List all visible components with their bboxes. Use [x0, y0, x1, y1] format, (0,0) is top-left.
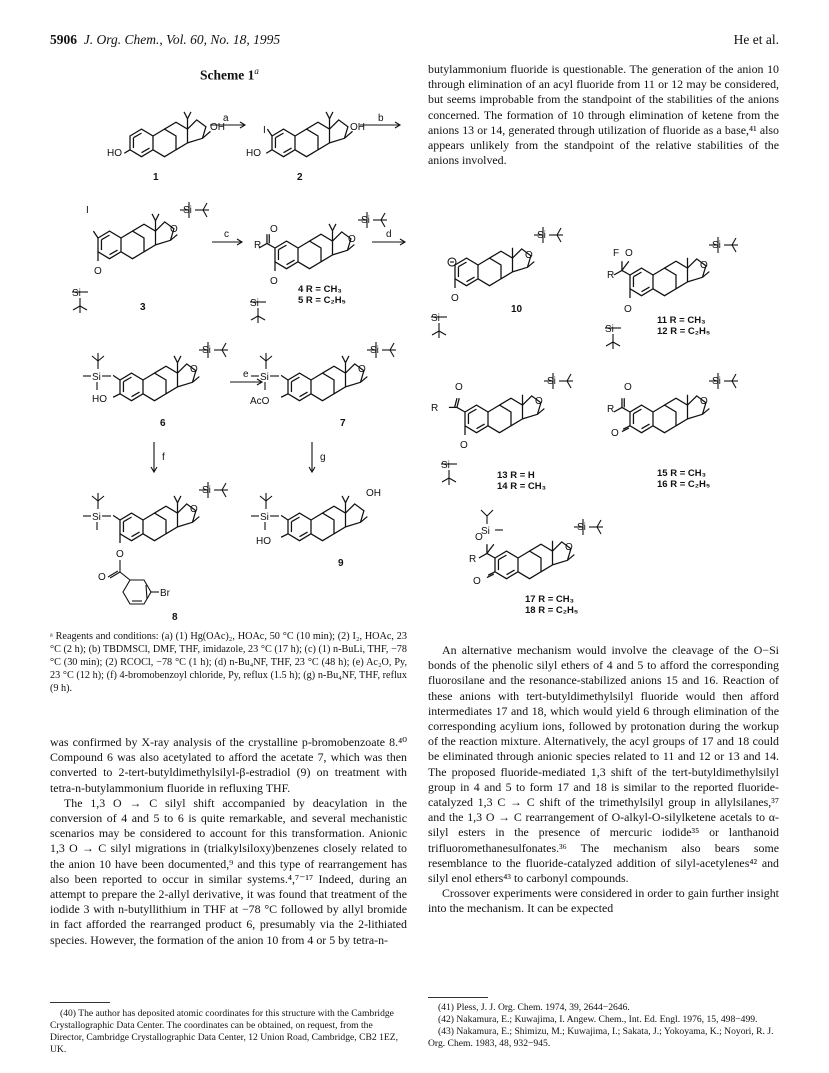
atom-ho: HO — [246, 148, 261, 159]
atom-o: O — [270, 276, 278, 287]
atom-oh: OH — [366, 488, 381, 499]
footnote-41: (41) Pless, J. J. Org. Chem. 1974, 39, 2644−2646. — [438, 1002, 630, 1013]
compound-11-12 — [614, 258, 709, 298]
atom-o: O — [460, 440, 468, 451]
paragraph: was confirmed by X-ray analysis of the crystalline p-bromobenzoate 8.⁴⁰ Compound 6 was also acetylated to afford the acetate 7, which was then converted to 2-tert-butyldimethylsilyl-β-estradiol (9) on treatment with tetra-n-butylammonium fluoride in refluxing THF. — [50, 735, 407, 795]
arrow-label: a — [223, 113, 229, 124]
compound-17-18 — [479, 541, 574, 579]
atom-r: R — [607, 404, 615, 415]
right-column-bottom-text — [428, 643, 779, 917]
atom-o: O — [525, 250, 533, 261]
atom-o: O — [270, 224, 278, 235]
atom-si: Si — [481, 526, 490, 537]
atom-r: R — [431, 403, 439, 414]
bromobenzoyl-group — [108, 560, 159, 604]
atom-si: Si — [712, 240, 721, 251]
paragraph: Crossover experiments were considered in order to gain further insight into the mechanism. It can be expected — [428, 886, 779, 916]
compound-label: 4 R = CH₃ — [298, 284, 342, 295]
compound-number: 10 — [511, 304, 523, 315]
scheme-title-text: Scheme 1 — [200, 67, 255, 83]
footnote-43: (43) Nakamura, E.; Shimizu, M.; Kuwajima, I.; Sakata, J.; Yokoyama, K.; Noyori, R. J. Org. Chem. 1983, 48, 932−945. — [428, 1026, 774, 1049]
atom-r: R — [607, 270, 615, 281]
compound-6 — [113, 356, 199, 401]
atom-si: Si — [250, 298, 259, 309]
right-column-top-text — [428, 62, 779, 168]
compound-label: 5 R = C₂H₅ — [298, 295, 346, 306]
footnotes-right — [428, 1002, 779, 1050]
left-column-text — [50, 735, 407, 948]
atom-o: O — [624, 304, 632, 315]
atom-o: O — [190, 504, 198, 515]
atom-o: O — [624, 382, 632, 393]
atom-o: O — [190, 364, 198, 375]
atom-i: I — [263, 125, 266, 136]
atom-o: O — [535, 396, 543, 407]
atom-o: O — [455, 382, 463, 393]
compound-number: 1 — [153, 172, 159, 183]
atom-si: Si — [202, 345, 211, 356]
compound-2 — [266, 112, 352, 157]
compound-label: 14 R = CH₃ — [497, 481, 547, 492]
atom-o: O — [700, 396, 708, 407]
atom-si: Si — [712, 376, 721, 387]
running-header — [50, 32, 280, 48]
compound-number: 8 — [172, 612, 178, 623]
atom-br: Br — [160, 588, 170, 599]
compound-7 — [281, 356, 367, 401]
footnote-rule-left — [50, 1002, 110, 1003]
atom-si: Si — [260, 512, 269, 523]
atom-o: O — [700, 260, 708, 271]
scheme-title-footnote-mark: a — [254, 66, 259, 76]
compound-number: 9 — [338, 558, 344, 569]
footnote-42: (42) Nakamura, E.; Kuwajima, I. Angew. Chem., Int. Ed. Engl. 1976, 15, 498−499. — [438, 1014, 758, 1025]
atom-si: Si — [92, 372, 101, 383]
atom-r: R — [469, 554, 477, 565]
atom-o: O — [98, 572, 106, 583]
atom-si: Si — [537, 230, 546, 241]
atom-si: Si — [370, 345, 379, 356]
atom-si: Si — [605, 324, 614, 335]
author-running-head: He et al. — [733, 32, 779, 47]
mechanism-structures — [425, 200, 785, 630]
compound-number: 2 — [297, 172, 303, 183]
atom-o: O — [451, 293, 459, 304]
footnote-40: (40) The author has deposited atomic coordinates for this structure with the Cambridge Crystallographic Data Center. The coordinates can be obtained, on request, from the Director, Cambridge Crystallographic Data Center, 12 Union Road, Cambridge, CB2 1EZ, UK. — [50, 1008, 398, 1055]
atom-ho: HO — [107, 148, 122, 159]
journal-citation: J. Org. Chem., Vol. 60, No. 18, 1995 — [83, 32, 281, 47]
arrow-label: b — [378, 113, 384, 124]
atom-si: Si — [202, 485, 211, 496]
compound-label: 18 R = C₂H₅ — [525, 605, 579, 616]
compound-label: 13 R = H — [497, 470, 535, 481]
atom-o: O — [625, 248, 633, 259]
reaction-arrow-g — [309, 442, 315, 472]
atom-si: Si — [92, 512, 101, 523]
compound-label: 11 R = CH₃ — [657, 315, 706, 326]
atom-i: I — [86, 205, 89, 216]
arrow-label: f — [162, 452, 165, 463]
scheme-reagents-footnote: ᵃ Reagents and conditions: (a) (1) Hg(OAc)₂, HOAc, 50 °C (10 min); (2) I₂, HOAc, 23 °C (2 h); (b) TBDMSCl, DMF, THF, imidazole, 23 °C (17 h); (c) (1) n-BuLi, THF, −78 °C (30 min); (2) RCOCl, −78 °C (1 h); (d) n-Bu₄NF, THF, 23 °C (48 h); (e) Ac₂O, Py, 23 °C (12 h); (f) 4-bromobenzoyl chloride, Py, reflux (1.5 h); (g) n-Bu₄NF, THF, reflux (9 h). — [50, 631, 407, 694]
compound-8 — [113, 496, 199, 543]
atom-o: O — [565, 542, 573, 553]
scheme-1-structures — [50, 80, 410, 625]
page-number: 5906 — [50, 32, 77, 47]
compound-label: 16 R = C₂H₅ — [657, 479, 711, 490]
arrow-label: d — [386, 229, 392, 240]
compound-number: 6 — [160, 418, 166, 429]
atom-o: O — [94, 266, 102, 277]
atom-si: Si — [441, 460, 450, 471]
atom-si: Si — [431, 313, 440, 324]
atom-o: O — [473, 576, 481, 587]
compound-label: 12 R = C₂H₅ — [657, 326, 711, 337]
atom-si: Si — [361, 215, 370, 226]
compound-label: 17 R = CH₃ — [525, 594, 575, 605]
footnote-rule-right — [428, 997, 488, 998]
atom-o: O — [358, 364, 366, 375]
compound-10 — [455, 248, 534, 288]
atom-oh: OH — [210, 122, 225, 133]
reaction-arrow-f — [151, 442, 157, 472]
atom-aco: AcO — [250, 396, 270, 407]
compound-9 — [281, 496, 367, 541]
atom-ho: HO — [256, 536, 271, 547]
atom-f: F — [613, 248, 620, 259]
arrow-label: c — [224, 229, 229, 240]
compound-number: 3 — [140, 302, 146, 313]
atom-o: O — [116, 549, 124, 560]
compound-15-16 — [614, 395, 709, 433]
compound-number: 7 — [340, 418, 346, 429]
compound-13-14 — [449, 395, 544, 435]
atom-si: Si — [547, 376, 556, 387]
atom-ho: HO — [92, 394, 107, 405]
atom-oh: OH — [350, 122, 365, 133]
paragraph: The 1,3 O → C silyl shift accompanied by deacylation in the conversion of 4 and 5 to 6 is quite remarkable, and several mechanistic scenarios may be considered to account for this transformation. Anionic 1,3 O → C silyl migrations in (trialkylsiloxy)benzenes closely related to the anion 10 have been documented,⁹ and this type of rearrangement has also been reported to occur in similar systems.⁴,⁷⁻¹⁷ Indeed, during an attempt to prepare the 2-allyl derivative, it was found that treatment of the iodide 3 with n-butyllithium in THF at −78 °C followed by allyl bromide in fact afforded the rearranged product 6, presumably via the 2-lithiated species. However, the formation of the anion 10 from 4 or 5 by tetra-n- — [50, 795, 407, 947]
compound-label: 15 R = CH₃ — [657, 468, 707, 479]
compound-3 — [93, 214, 177, 261]
atom-o: O — [611, 428, 619, 439]
atom-o: O — [348, 234, 356, 245]
atom-o: O — [170, 224, 178, 235]
arrow-label: e — [243, 369, 249, 380]
atom-o: O — [475, 532, 483, 543]
paragraph: butylammonium fluoride is questionable. The generation of the anion 10 through elimination of an acyl fluoride from 11 or 12 may be considered, but seems improbable from the standpoint of the stabilities of the anions concerned. The formation of 10 through elimination of ketene from the anions 13 or 14, generated through utilization of fluoride as a base,⁴¹ also appears unlikely from the standpoint of the relative stabilities of the anions involved. — [428, 62, 779, 168]
atom-si: Si — [72, 288, 81, 299]
atom-si: Si — [577, 522, 586, 533]
arrow-label: g — [320, 452, 326, 463]
paragraph: An alternative mechanism would involve the cleavage of the O−Si bonds of the phenolic silyl ethers of 4 and 5 to afford the corresponding fluorosilane and the resonance-stabilized anions 15 and 16. Reaction of these anions with tert-butyldimethylsilyl fluoride would then afford intermediates 17 and 18, which would yield 6 through elimination of the corresponding acylium ions, followed by protonation during the workup of the reaction mixture. Alternatively, the acyl groups of 17 and 18 could be eliminated through anionic species related to 11 and 12 or 13 and 14. The proposed fluoride-mediated 1,3 shift of the tert-butyldimethylsilyl group in 4 and 5 to form 17 and 18 is similar to the reported fluoride-catalyzed 1,3 C → C shift of the trimethylsilyl group in allylsilanes,³⁷ and the 1,3 O → C rearrangement of O-alkyl-O-silylketene acetals to α-silyl esters in the presence of mercuric iodide³⁵ or lanthanoid trifluoromethanesulfonates.³⁶ The mechanism also bears some resemblance to the fluoride-catalyzed addition of silyl-acetylenes⁴² and silyl enol ethers⁴³ to carbonyl compounds. — [428, 643, 779, 886]
atom-si: Si — [183, 205, 192, 216]
footnotes-left — [50, 1008, 407, 1056]
atom-si: Si — [260, 372, 269, 383]
compound-1 — [124, 112, 210, 157]
atom-r: R — [254, 240, 262, 251]
